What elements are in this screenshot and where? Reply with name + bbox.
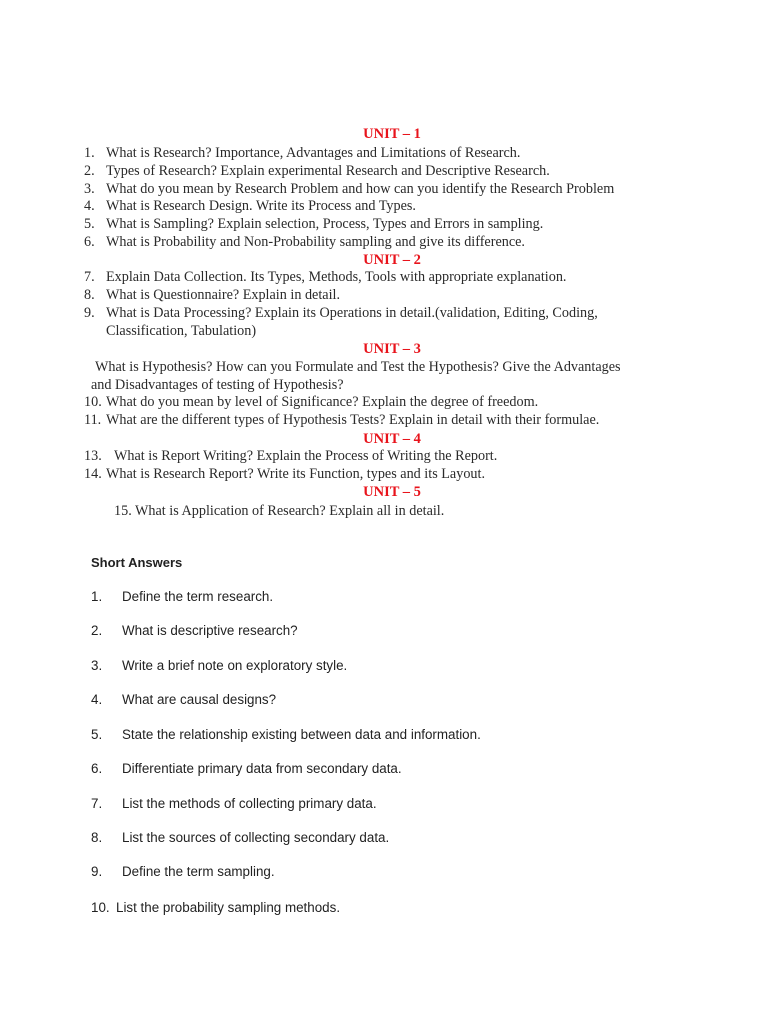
question-text: What are causal designs? — [122, 692, 277, 707]
question-text: What is descriptive research? — [122, 623, 298, 638]
question-text: What is Research? Importance, Advantages and Limitations of Research. — [106, 145, 521, 161]
list-item — [91, 623, 298, 638]
question-number: 5. — [91, 727, 103, 742]
list-item — [91, 900, 340, 915]
question-number: 9. — [91, 864, 103, 879]
question-number: 7. — [91, 796, 103, 811]
question-number: 13. — [84, 448, 102, 464]
unit-3-heading: UNIT – 3 — [363, 341, 421, 357]
question-text: What is Sampling? Explain selection, Process, Types and Errors in sampling. — [106, 216, 544, 232]
unit-1-heading: UNIT – 1 — [363, 126, 421, 142]
short-answers-heading: Short Answers — [91, 555, 183, 570]
question-number: 10. — [91, 900, 110, 915]
list-item — [91, 830, 389, 845]
question-text: Types of Research? Explain experimental Research and Descriptive Research. — [106, 163, 550, 179]
question-text: What are the different types of Hypothesis Tests? Explain in detail with their formulae. — [106, 412, 600, 428]
question-number: 8. — [91, 830, 103, 845]
question-text: What is Research Report? Write its Function, types and its Layout. — [106, 466, 485, 482]
question-number: 3. — [91, 658, 103, 673]
question-text: State the relationship existing between data and information. — [122, 727, 481, 742]
hypothesis-question-line-1: What is Hypothesis? How can you Formulate and Test the Hypothesis? Give the Advantages — [95, 359, 621, 375]
question-text: What is Data Processing? Explain its Operations in detail.(validation, Editing, Coding, Classification, Tabulation) — [106, 305, 598, 339]
question-number: 1. — [91, 589, 103, 604]
list-item — [84, 466, 724, 484]
list-item — [84, 394, 724, 412]
question-text: Define the term sampling. — [122, 864, 275, 879]
question-number: 14. — [84, 466, 102, 482]
list-item — [84, 448, 724, 466]
question-text: What is Questionnaire? Explain in detail. — [106, 287, 341, 303]
question-number: 4. — [84, 198, 95, 214]
list-item — [84, 269, 724, 287]
question-number: 1. — [84, 145, 95, 161]
list-item — [84, 163, 724, 181]
list-item — [91, 761, 402, 776]
list-item — [84, 412, 724, 430]
question-text: Define the term research. — [122, 589, 274, 604]
list-item — [91, 692, 276, 707]
list-item — [91, 864, 275, 879]
question-number: 7. — [84, 269, 95, 285]
question-text: List the probability sampling methods. — [116, 900, 341, 915]
question-number: 4. — [91, 692, 103, 707]
question-text: List the methods of collecting primary data. — [122, 796, 377, 811]
list-item — [84, 305, 724, 341]
question-text: What is Research Design. Write its Process and Types. — [106, 198, 416, 214]
question-text: What do you mean by level of Significance? Explain the degree of freedom. — [106, 394, 539, 410]
question-text: Differentiate primary data from secondary data. — [122, 761, 402, 776]
question-text: What is Report Writing? Explain the Process of Writing the Report. — [114, 448, 498, 464]
question-text: What is Probability and Non-Probability sampling and give its difference. — [106, 234, 525, 250]
question-number: 6. — [91, 761, 103, 776]
list-item — [84, 234, 724, 252]
list-item — [91, 727, 481, 742]
hypothesis-question-line-2: and Disadvantages of testing of Hypothesis? — [91, 377, 344, 393]
list-item — [84, 198, 724, 216]
list-item — [91, 589, 273, 604]
question-number: 8. — [84, 287, 95, 303]
unit-2-heading: UNIT – 2 — [363, 252, 421, 268]
question-number: 2. — [84, 163, 95, 179]
question-number: 5. — [84, 216, 95, 232]
list-item — [84, 216, 724, 234]
list-item — [91, 796, 377, 811]
question-number: 9. — [84, 305, 95, 321]
question-number: 2. — [91, 623, 103, 638]
question-text: List the sources of collecting secondary data. — [122, 830, 390, 845]
question-number: 3. — [84, 181, 95, 197]
question-number: 10. — [84, 394, 102, 410]
unit-5-heading: UNIT – 5 — [363, 484, 421, 500]
application-question: 15. What is Application of Research? Explain all in detail. — [114, 503, 445, 519]
list-item — [91, 658, 347, 673]
question-text: What do you mean by Research Problem and how can you identify the Research Problem — [106, 181, 615, 197]
question-number: 11. — [84, 412, 102, 428]
list-item — [84, 287, 724, 305]
list-item — [84, 145, 724, 163]
question-text: Explain Data Collection. Its Types, Methods, Tools with appropriate explanation. — [106, 269, 567, 285]
unit-4-heading: UNIT – 4 — [363, 431, 421, 447]
list-item — [84, 181, 724, 199]
question-text: Write a brief note on exploratory style. — [122, 658, 348, 673]
question-number: 6. — [84, 234, 95, 250]
